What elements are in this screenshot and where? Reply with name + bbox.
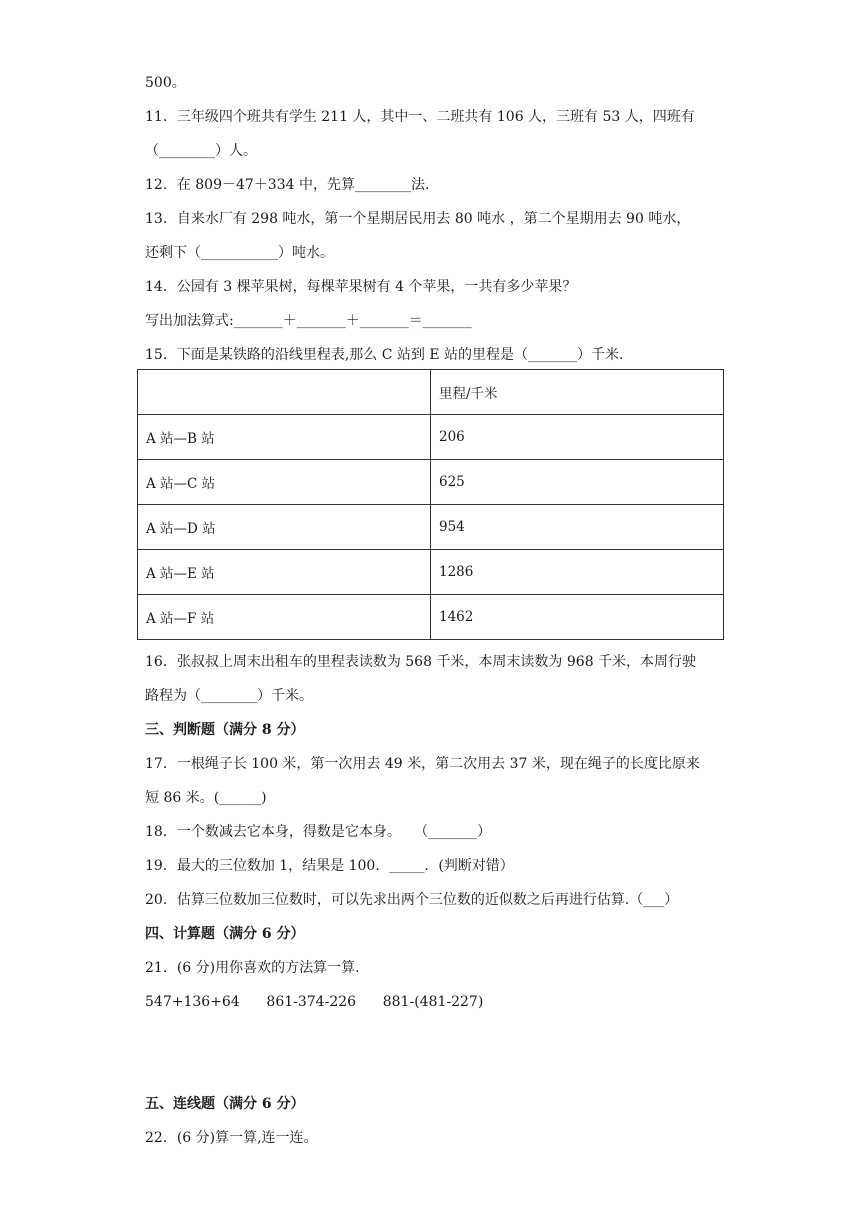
- question-15: 15．下面是某铁路的沿线里程表,那么 C 站到 E 站的里程是（_______）千米.: [145, 347, 624, 363]
- question-21: 21．(6 分)用你喜欢的方法算一算.: [145, 960, 360, 976]
- question-14-line1: 14．公园有 3 棵苹果树，每棵苹果树有 4 个苹果，一共有多少苹果？: [145, 279, 577, 295]
- table-cell: 954: [431, 505, 724, 550]
- question-18: 18．一个数减去它本身，得数是它本身。 （_______）: [145, 824, 492, 840]
- table-cell: A 站—B 站: [138, 415, 431, 460]
- question-13-line2: 还剩下（___________）吨水。: [145, 245, 334, 261]
- table-row: [138, 505, 724, 550]
- table-row: [138, 460, 724, 505]
- text-line: 500。: [145, 75, 186, 91]
- question-21-expressions: 547+136+64 861-374-226 881-(481-227): [145, 994, 484, 1010]
- question-11-line2: （________）人。: [145, 143, 257, 159]
- table-row: [138, 415, 724, 460]
- question-16-line2: 路程为（________）千米。: [145, 688, 313, 704]
- section-heading-judgement: 三、判断题（满分 8 分）: [145, 722, 305, 738]
- table-header-cell: 里程/千米: [431, 370, 724, 415]
- question-17-line2: 短 86 米。(______): [145, 790, 267, 806]
- question-17-line1: 17．一根绳子长 100 米，第一次用去 49 米，第二次用去 37 米，现在绳子的长度比原来: [145, 756, 700, 772]
- table-header-row: [138, 370, 724, 415]
- question-22: 22．(6 分)算一算,连一连。: [145, 1130, 318, 1146]
- question-11-line1: 11．三年级四个班共有学生 211 人，其中一、二班共有 106 人，三班有 53 人，四班有: [145, 109, 695, 125]
- section-heading-matching: 五、连线题（满分 6 分）: [145, 1096, 305, 1112]
- mileage-table: [137, 369, 724, 640]
- table-header-cell: [138, 370, 431, 415]
- table-cell: A 站—E 站: [138, 550, 431, 595]
- table-cell: 1286: [431, 550, 724, 595]
- table-cell: 206: [431, 415, 724, 460]
- section-heading-calculation: 四、计算题（满分 6 分）: [145, 926, 305, 942]
- table-cell: A 站—F 站: [138, 595, 431, 640]
- table-cell: A 站—C 站: [138, 460, 431, 505]
- table-row: [138, 595, 724, 640]
- question-13-line1: 13．自来水厂有 298 吨水，第一个星期居民用去 80 吨水 ，第二个星期用去 90 吨水，: [145, 211, 691, 227]
- question-20: 20．估算三位数加三位数时，可以先求出两个三位数的近似数之后再进行估算.（___）: [145, 892, 679, 908]
- question-14-line2: 写出加法算式:_______＋_______＋_______＝_______: [145, 313, 472, 329]
- question-12: 12．在 809－47＋334 中，先算________法.: [145, 177, 430, 193]
- table-cell: A 站—D 站: [138, 505, 431, 550]
- table-cell: 625: [431, 460, 724, 505]
- table-row: [138, 550, 724, 595]
- question-16-line1: 16．张叔叔上周末出租车的里程表读数为 568 千米，本周末读数为 968 千米，本周行驶: [145, 654, 697, 670]
- table-cell: 1462: [431, 595, 724, 640]
- question-19: 19．最大的三位数加 1，结果是 100．_____．(判断对错）: [145, 858, 514, 874]
